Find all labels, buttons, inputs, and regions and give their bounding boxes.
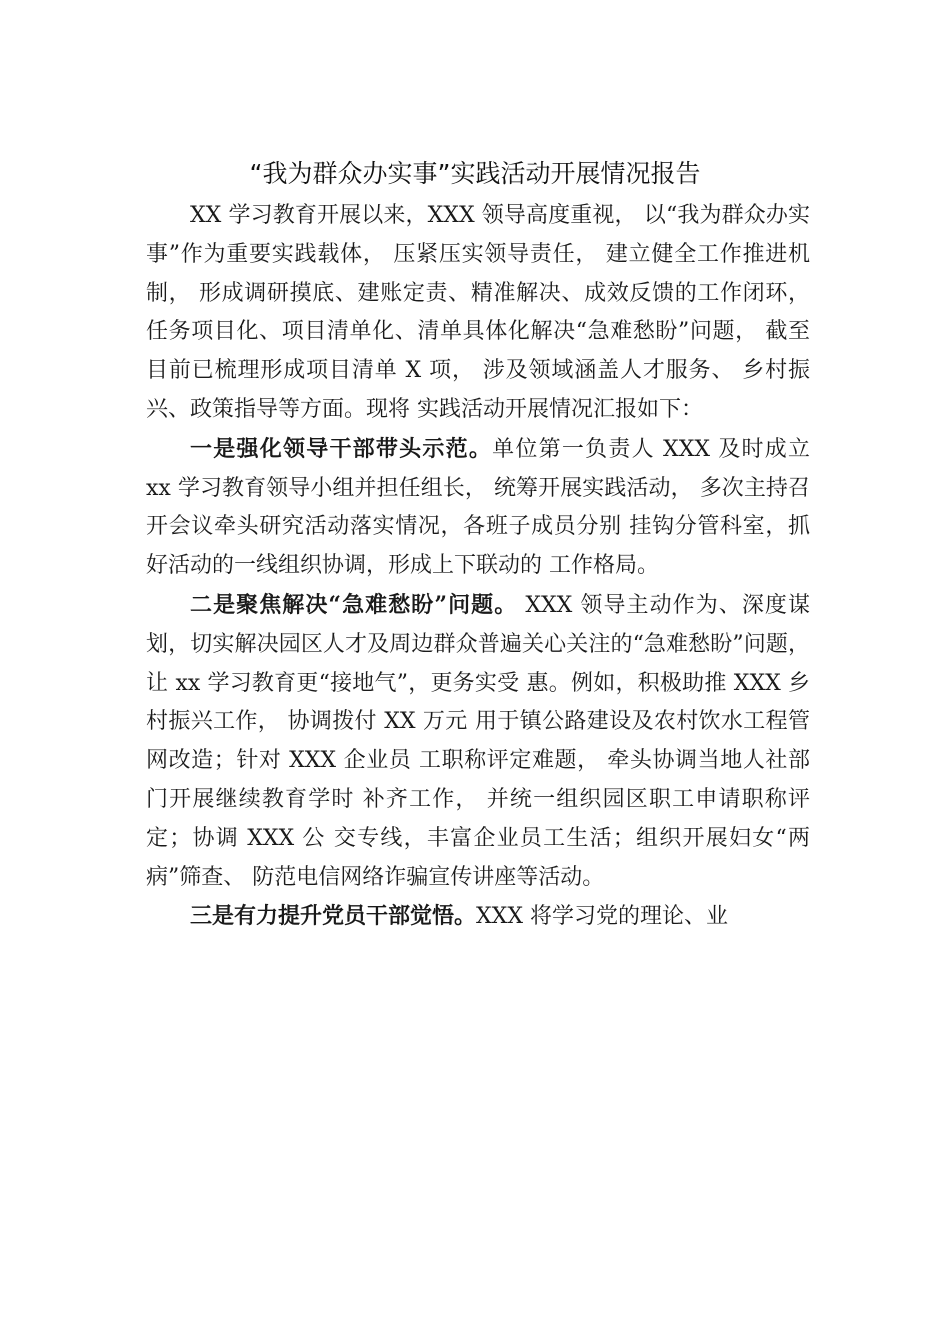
- paragraph-lead: 二是聚焦解决“急难愁盼”问题。: [190, 591, 518, 618]
- paragraph-text: XX 学习教育开展以来，XXX 领导高度重视， 以“我为群众办实事”作为重要实践载体， 压紧压实领导责任， 建立健全工作推进机制， 形成调研摸底、建账定责、精准解决、成效反馈的工作闭环， 任务项目化、项目清单化、清单具体化解决“急难愁盼”问题， 截至目前已梳理形成项目清单 X 项， 涉及领域涵盖人才服务、 乡村振兴、政策指导等方面。现将 实践活动开展情况汇报如下：: [146, 203, 810, 422]
- document-body: [146, 196, 810, 937]
- point-three-paragraph: [146, 897, 810, 937]
- point-one-paragraph: [146, 430, 810, 586]
- document-title: “我为群众办实事”实践活动开展情况报告: [249, 159, 701, 188]
- paragraph-lead: 三是有力提升党员干部觉悟。: [190, 903, 477, 930]
- paragraph-text: XXX 将学习党的理论、业: [476, 904, 728, 930]
- point-two-paragraph: [146, 586, 810, 897]
- paragraph-text: XXX 领导主动作为、深度谋划，切实解决园区人才及周边群众普遍关心关注的“急难愁盼”问题， 让 xx 学习教育更“接地气”，更务实受 惠。例如，积极助推 XXX 乡村振兴工作， 协调拨付 XX 万元 用于镇公路建设及农村饮水工程管网改造；针对 XXX 企业员 工职称评定难题， 牵头协调当地人社部门开展继续教育学时 补齐工作， 并统一组织园区职工申请职称评定；协调 XXX 公 交专线，丰富企业员工生活；组织开展妇女“两病”筛查、 防范电信网络诈骗宣传讲座等活动。: [146, 592, 810, 890]
- paragraph-lead: 一是强化领导干部带头示范。: [190, 435, 493, 462]
- paragraph-text: 单位第一负责人 XXX 及时成立 xx 学习教育领导小组并担任组长， 统筹开展实践活动， 多次主持召开会议牵头研究活动落实情况，各班子成员分别 挂钩分管科室，抓好活动的一线组织协调，形成上下联动的 工作格局。: [146, 436, 810, 579]
- intro-paragraph: [146, 196, 810, 430]
